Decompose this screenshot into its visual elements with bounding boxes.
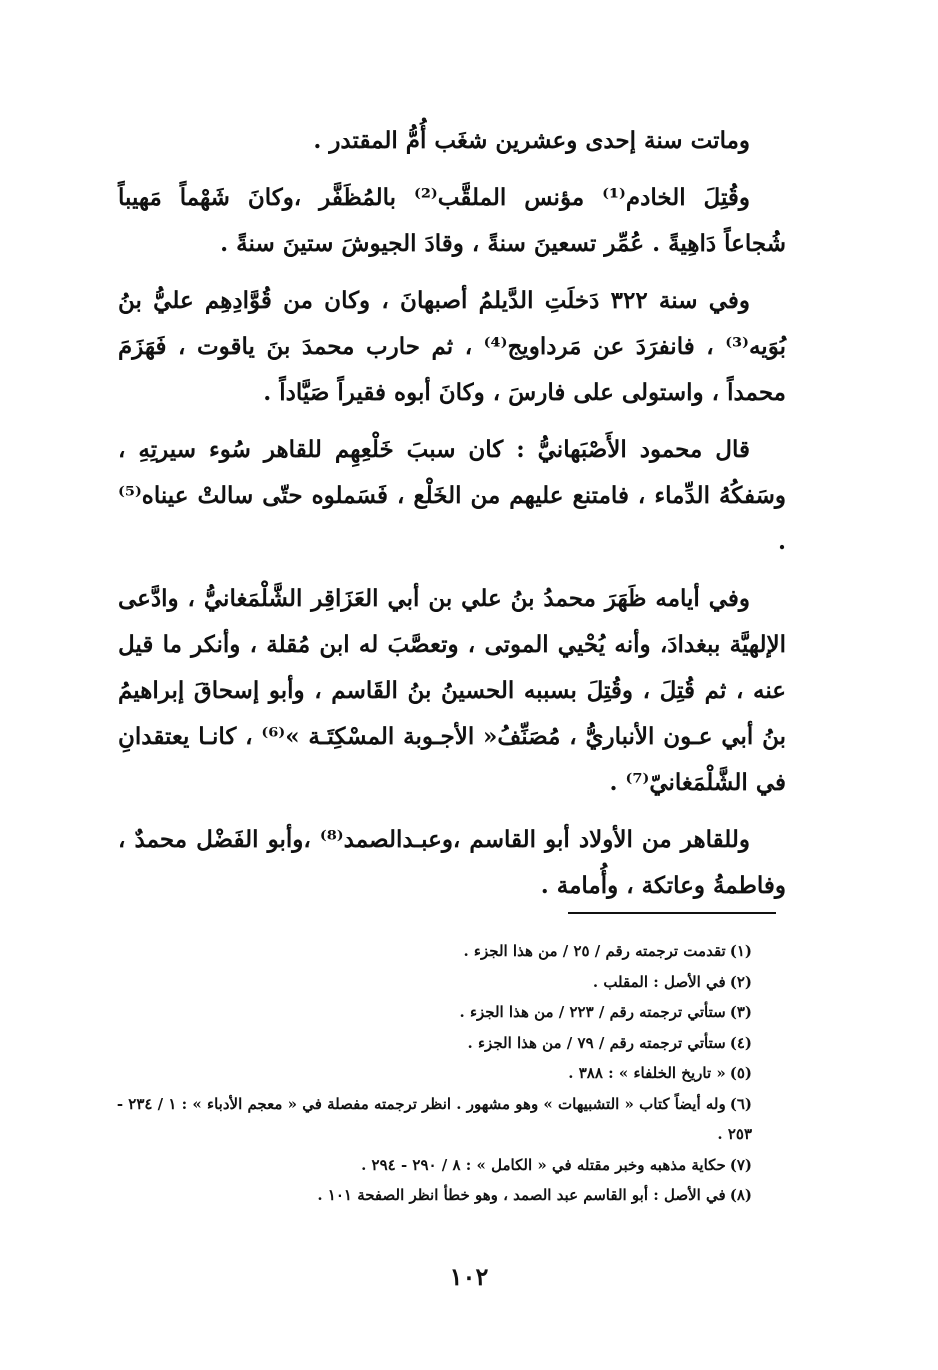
footnote (112, 1028, 752, 1059)
footnote-number: (٣) (729, 1003, 752, 1021)
footnote-text: ستأتي ترجمته رقم / ٧٩ / من هذا الجزء . (467, 1033, 726, 1052)
paragraph: وللقاهر من الأولاد أبو القاسم ،وعبـدالصمد⁽⁸⁾ ،وأبو الفَضْل محمدٌ ، وفاطمةُ وعاتكة ، وأُمامة . (118, 826, 786, 899)
footnote (112, 997, 752, 1028)
page-number: ١٠٢ (449, 1262, 489, 1291)
footnote-separator (568, 912, 776, 914)
footnote-number: (٨) (729, 1186, 752, 1204)
paragraph: وفي سنة ٣٢٢ دَخلَتِ الدَّيلمُ أصبهانَ ، وكان من قُوَّادِهِم عليُّ بنُ بُوَيه⁽³⁾ ، فانفرَدَ عن مَرداويج⁽⁴⁾ ، ثم حارب محمدَ بنَ ياقوت ، فَهَزَمَ محمداً ، واستولى على فارسَ ، وكانَ أبوه فقيراً صَيَّاداً . (118, 287, 786, 406)
paragraph: وفي أيامه ظَهَرَ محمدُ بنُ علي بن أبي العَزَاقِر الشَّلْمَغانيُّ ، وادَّعى الإلهيَّة ببغدادَ، وأنه يُحْيي الموتى ، وتعصَّبَ له ابن مُقلة ، وأنكر ما قيل عنه ، ثم قُتِلَ ، وقُتِلَ بسببه الحسينُ بنُ القَاسم ، وأبو إسحاقَ إبراهيمُ بنُ أبي عـون الأنباريُّ ، مُصَنِّفُ« الأجـوبة المسْكِتَـة »⁽⁶⁾ ، كانـا يعتقدانِ في الشَّلْمَغانيّ⁽⁷⁾ . (118, 585, 787, 796)
footnote-text: حكاية مذهبه وخبر مقتله في « الكامل » : ٨ / ٢٩٠ - ٢٩٤ . (361, 1155, 726, 1174)
footnote (112, 1180, 752, 1211)
main-text (118, 118, 786, 920)
paragraph: قال محمود الأَصْبَهانيُّ : كان سببَ خَلْعِهِم للقاهر سُوء سيرتِهِ ، وسَفكُهُ الدِّماء ، فامتنع عليهم من الخَلْع ، فَسَملوه حتّى سالتْ عيناه⁽⁵⁾ . (118, 436, 786, 555)
footnotes (112, 936, 752, 1211)
paragraph: وماتت سنة إحدى وعشرين شغَب أُمُّ المقتدر . (313, 127, 750, 154)
footnote (112, 967, 752, 998)
footnote-number: (٢) (729, 972, 752, 991)
footnote-number: (٥) (729, 1064, 752, 1082)
footnote-text: ستأتي ترجمته رقم / ٢٢٣ / من هذا الجزء . (459, 1003, 726, 1021)
footnote-number: (٤) (729, 1033, 752, 1052)
footnote (112, 1150, 752, 1181)
footnote-text: « تاريخ الخلفاء » : ٣٨٨ . (568, 1064, 726, 1082)
footnote (112, 1058, 752, 1089)
footnote (112, 1089, 752, 1150)
footnote-number: (١) (729, 942, 752, 960)
footnote-text: وله أيضاً كتاب « التشبيهات » وهو مشهور . انظر ترجمته مفصلة في « معجم الأدباء » : ١ / ٢٣٤ - ٢٥٣ . (116, 1094, 752, 1143)
paragraph: وقُتِلَ الخادم⁽¹⁾ مؤنس الملقَّب⁽²⁾ بالمُظَفَّر ،وكانَ شَهْماً مَهيباً شُجاعاً دَاهِيةً . عُمِّر تسعينَ سنةً ، وقادَ الجيوشَ ستينَ سنةً . (118, 184, 786, 257)
footnote-text: في الأصل : أبو القاسم عبد الصمد ، وهو خطأ انظر الصفحة ١٠١ . (317, 1186, 726, 1204)
footnote-number: (٦) (729, 1094, 752, 1113)
footnote (112, 936, 752, 967)
footnote-number: (٧) (729, 1155, 752, 1174)
footnote-text: تقدمت ترجمته رقم / ٢٥ / من هذا الجزء . (463, 942, 726, 960)
footnote-text: في الأصل : المقلب . (592, 972, 726, 991)
